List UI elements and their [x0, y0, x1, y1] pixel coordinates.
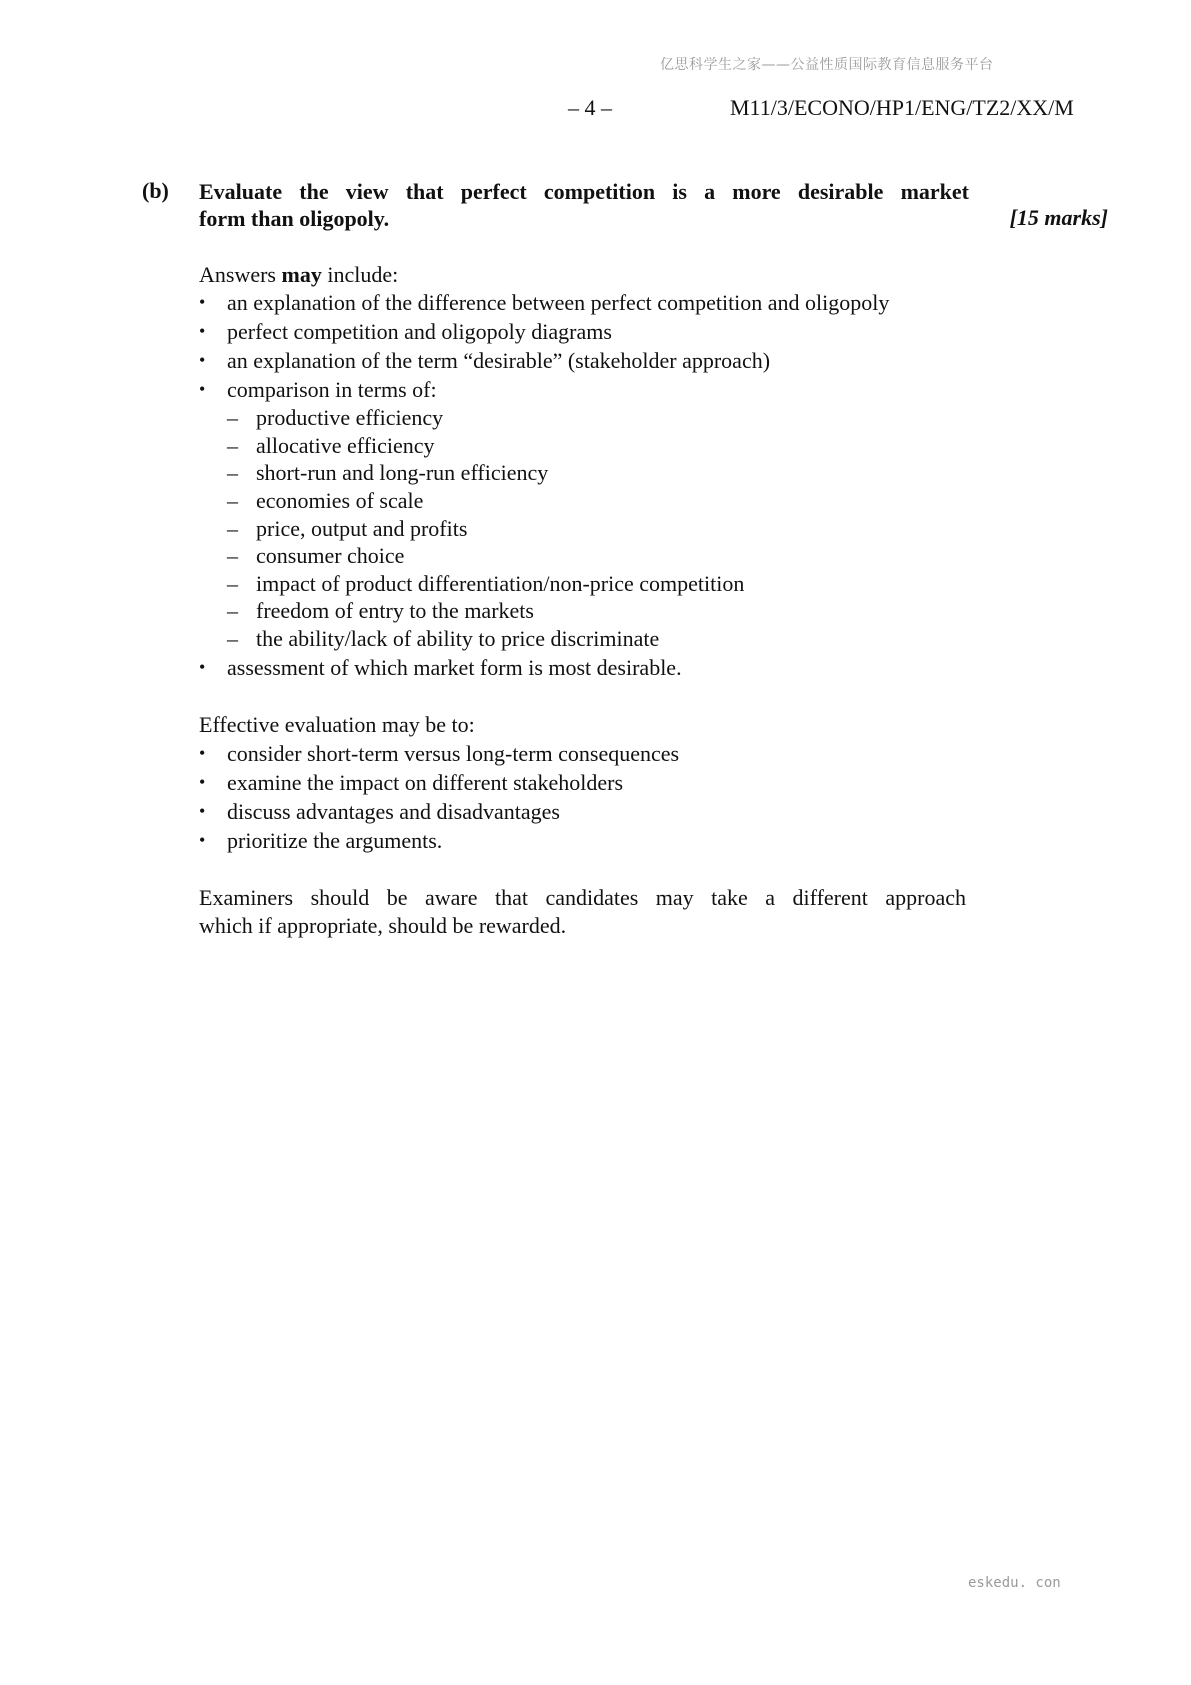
bullet-icon: •: [199, 379, 206, 399]
sub-list-item-text: price, output and profits: [256, 516, 468, 541]
answers-intro-bold: may: [281, 262, 322, 287]
watermark-top: 亿思科学生之家——公益性质国际教育信息服务平台: [660, 57, 994, 73]
closing-line-1: Examiners should be aware that candidates may take a different approach: [199, 885, 966, 910]
dash-icon: –: [227, 598, 238, 623]
list-item-text: assessment of which market form is most desirable.: [227, 655, 682, 680]
closing-line-2: which if appropriate, should be rewarded.: [199, 913, 567, 938]
sub-list-item-text: short-run and long-run efficiency: [256, 460, 549, 485]
list-item-text: comparison in terms of:: [227, 377, 437, 402]
list-item-text: perfect competition and oligopoly diagrams: [227, 319, 612, 344]
list-item-text: an explanation of the term “desirable” (stakeholder approach): [227, 348, 771, 373]
sub-list-item-text: productive efficiency: [256, 405, 444, 430]
list-item-text: consider short-term versus long-term consequences: [227, 741, 680, 766]
bullet-icon: •: [199, 743, 206, 763]
dash-icon: –: [227, 405, 238, 430]
answers-intro-suffix: include:: [321, 262, 399, 287]
evaluation-intro: Effective evaluation may be to:: [199, 712, 475, 737]
question-label: (b): [142, 178, 169, 203]
sub-list-item-text: impact of product differentiation/non-price competition: [256, 571, 745, 596]
bullet-icon: •: [199, 801, 206, 821]
document-code: M11/3/ECONO/HP1/ENG/TZ2/XX/M: [730, 95, 1074, 120]
bullet-icon: •: [199, 772, 206, 792]
sub-list-item-text: freedom of entry to the markets: [256, 598, 534, 623]
sub-list-item-text: economies of scale: [256, 488, 424, 513]
question-text-line-1: Evaluate the view that perfect competition is a more desirable market: [199, 179, 969, 204]
answers-intro: [199, 262, 398, 288]
closing-paragraph: [199, 884, 966, 940]
list-item-text: discuss advantages and disadvantages: [227, 799, 560, 824]
bullet-icon: •: [199, 350, 206, 370]
dash-icon: –: [227, 543, 238, 568]
bullet-icon: •: [199, 830, 206, 850]
list-item-text: prioritize the arguments.: [227, 828, 443, 853]
bullet-icon: •: [199, 292, 206, 312]
dash-icon: –: [227, 460, 238, 485]
sub-list-item-text: allocative efficiency: [256, 433, 435, 458]
dash-icon: –: [227, 488, 238, 513]
question-text-line-2: form than oligopoly.: [199, 206, 390, 231]
dash-icon: –: [227, 516, 238, 541]
marks-label: [15 marks]: [1009, 205, 1108, 230]
answers-intro-prefix: Answers: [199, 262, 282, 287]
bullet-icon: •: [199, 321, 206, 341]
list-item-text: examine the impact on different stakeholders: [227, 770, 624, 795]
bullet-icon: •: [199, 657, 206, 677]
dash-icon: –: [227, 626, 238, 651]
list-item-text: an explanation of the difference between perfect competition and oligopoly: [227, 290, 890, 315]
dash-icon: –: [227, 433, 238, 458]
dash-icon: –: [227, 571, 238, 596]
page-number: – 4 –: [568, 95, 612, 120]
sub-list-item-text: the ability/lack of ability to price discriminate: [256, 626, 660, 651]
sub-list-item-text: consumer choice: [256, 543, 405, 568]
watermark-bottom: eskedu. con: [968, 1575, 1061, 1591]
question-text: [199, 178, 969, 232]
